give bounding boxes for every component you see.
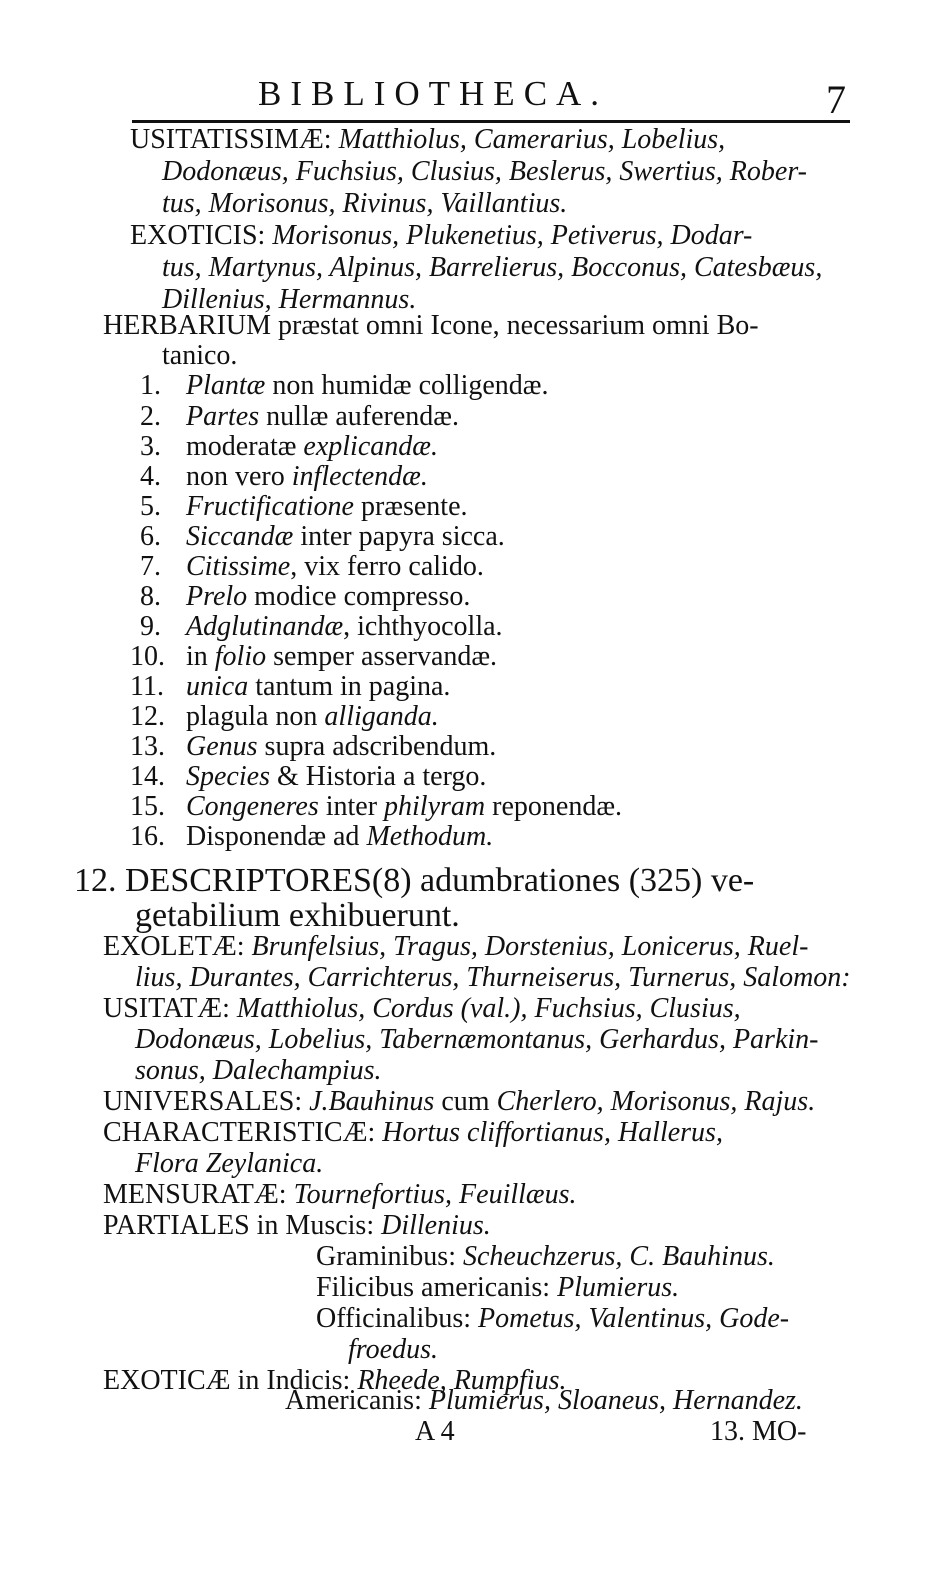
section-12-line-1	[74, 862, 754, 900]
rule-text: moderatæ	[186, 431, 304, 462]
rule-item	[140, 461, 428, 493]
catchword: 13. MO-	[710, 1416, 807, 1447]
herbarium-line-2	[162, 340, 237, 372]
rule-item	[140, 491, 468, 523]
characteristicae-names: Hortus cliffortianus, Hallerus,	[382, 1117, 723, 1148]
usitatae-label: USITATÆ:	[103, 993, 230, 1024]
usitatae-names: Matthiolus, Cordus (val.), Fuchsius, Clusius,	[236, 993, 741, 1024]
partiales-sub-label: Filicibus americanis:	[316, 1272, 558, 1303]
characteristicae-line-2	[135, 1148, 323, 1180]
characteristicae-line-1	[103, 1117, 723, 1149]
usitatissimae-line-1	[130, 124, 725, 156]
usitatissimae-names-2: Dodonæus, Fuchsius, Clusius, Beslerus, Swertius, Rober-	[162, 156, 807, 187]
running-title: BIBLIOTHECA.	[258, 74, 609, 113]
partiales-names: Dillenius.	[381, 1210, 491, 1241]
section-text: (8) adumbrationes (325) ve-	[371, 862, 755, 899]
rule-item	[130, 761, 486, 793]
herbarium-text-2: tanico.	[162, 340, 238, 371]
rule-item	[140, 370, 548, 402]
rule-italic: Congeneres	[186, 791, 319, 822]
universales-text: cum	[434, 1086, 497, 1117]
exoticis-line-1	[130, 220, 752, 252]
mensuratae-label: MENSURATÆ:	[103, 1179, 287, 1210]
rule-number: 11.	[130, 671, 164, 702]
characteristicae-label: CHARACTERISTICÆ:	[103, 1117, 376, 1148]
rule-number: 13.	[130, 731, 165, 762]
exoticis-names-2: tus, Martynus, Alpinus, Barrelierus, Bocconus, Catesbæus,	[162, 252, 823, 283]
rule-text: nullæ auferendæ.	[259, 401, 459, 432]
header-rule	[132, 120, 850, 123]
exoticis-line-2	[162, 252, 822, 284]
partiales-officinalibus	[316, 1303, 789, 1335]
exoticae-text: in Indicis:	[230, 1365, 358, 1396]
usitatissimae-line-2	[162, 156, 807, 188]
exoticae-sub-label: Americanis:	[285, 1385, 429, 1416]
universales-names-2: Cherlero, Morisonus, Rajus.	[496, 1086, 816, 1117]
rule-item	[130, 821, 493, 853]
universales-line	[103, 1086, 815, 1118]
section-number: 12.	[74, 862, 117, 899]
usitatissimae-names-3: tus, Morisonus, Rivinus, Vaillantius.	[162, 188, 568, 219]
partiales-sub-names: Scheuchzerus, C. Bauhinus.	[463, 1241, 775, 1272]
rule-item	[140, 521, 505, 553]
rule-text: , ichthyocolla.	[343, 611, 503, 642]
rule-text: reponendæ.	[485, 791, 622, 822]
partiales-text: in Muscis:	[249, 1210, 382, 1241]
rule-text: non humidæ colligendæ.	[265, 370, 549, 401]
rule-italic: unica	[186, 671, 249, 702]
rule-text: plagula non	[186, 701, 325, 732]
partiales-filicibus	[316, 1272, 679, 1304]
exoletae-label: EXOLETÆ:	[103, 931, 245, 962]
signature-mark: A 4	[415, 1416, 455, 1447]
section-12-line-2	[135, 897, 460, 935]
rule-text: tantum in pagina.	[248, 671, 451, 702]
rule-item	[130, 701, 439, 733]
section-heading: DESCRIPTORES	[125, 862, 372, 899]
exoticae-americanis	[285, 1385, 803, 1417]
herbarium-line-1	[103, 310, 759, 342]
exoticae-names: Rheede, Rumpfius.	[357, 1365, 567, 1396]
rule-italic: philyram	[384, 791, 486, 822]
rule-item	[140, 431, 438, 463]
rule-number: 10.	[130, 641, 165, 672]
rule-italic: Genus	[186, 731, 258, 762]
rule-italic: Siccandæ	[186, 521, 294, 552]
rule-number: 14.	[130, 761, 165, 792]
rule-text: inter	[318, 791, 385, 822]
rule-text: in	[186, 641, 215, 672]
rule-italic: alliganda.	[324, 701, 439, 732]
rule-number: 1.	[140, 370, 161, 401]
partiales-sub-names: Pometus, Valentinus, Gode-	[478, 1303, 790, 1334]
universales-label: UNIVERSALES:	[103, 1086, 303, 1117]
characteristicae-names-2: Flora Zeylanica.	[135, 1148, 324, 1179]
rule-number: 5.	[140, 491, 161, 522]
partiales-sub-names-2: froedus.	[348, 1334, 438, 1365]
rule-italic: Partes	[186, 401, 260, 432]
rule-text: Disponendæ ad	[186, 821, 367, 852]
partiales-sub-label: Graminibus:	[316, 1241, 463, 1272]
exoticis-names-3: Dillenius, Hermannus.	[162, 284, 417, 315]
rule-italic: Plantæ	[186, 370, 266, 401]
exoletae-line-1	[103, 931, 808, 963]
exoletae-line-2	[135, 962, 851, 994]
page-number: 7	[826, 77, 846, 122]
rule-text: , vix ferro calido.	[290, 551, 484, 582]
rule-text: inter papyra sicca.	[293, 521, 505, 552]
rule-text: præsente.	[353, 491, 468, 522]
universales-names: J.Bauhinus	[309, 1086, 435, 1117]
exoletae-names: Brunfelsius, Tragus, Dorstenius, Lonicerus, Ruel-	[251, 931, 809, 962]
rule-italic: Species	[186, 761, 270, 792]
rule-number: 8.	[140, 581, 161, 612]
partiales-sub-names: Plumierus.	[557, 1272, 680, 1303]
exoticis-names: Morisonus, Plukenetius, Petiverus, Dodar-	[272, 220, 753, 251]
partiales-officinalibus-2	[348, 1334, 438, 1366]
rule-text: semper asservandæ.	[266, 641, 498, 672]
rule-text: modice compresso.	[247, 581, 471, 612]
rule-item	[140, 611, 503, 643]
rule-item	[130, 731, 496, 763]
exoticis-label: EXOTICIS:	[130, 220, 266, 251]
usitatae-line-1	[103, 993, 741, 1025]
section-text-2: getabilium exhibuerunt.	[135, 897, 460, 934]
rule-italic: folio	[214, 641, 267, 672]
usitatae-line-3	[135, 1055, 382, 1087]
rule-item	[140, 581, 470, 613]
rule-italic: Methodum.	[366, 821, 494, 852]
rule-number: 9.	[140, 611, 161, 642]
rule-item	[130, 791, 622, 823]
exoletae-names-2: lius, Durantes, Carrichterus, Thurneiserus, Turnerus, Salomon:	[135, 962, 851, 993]
herbarium-label: HERBARIUM	[103, 310, 272, 341]
mensuratae-line	[103, 1179, 577, 1211]
usitatae-names-3: sonus, Dalechampius.	[135, 1055, 382, 1086]
rule-number: 16.	[130, 821, 165, 852]
rule-number: 2.	[140, 401, 161, 432]
usitatissimae-label: USITATISSIMÆ:	[130, 124, 332, 155]
rule-italic: explicandæ.	[303, 431, 438, 462]
rule-number: 3.	[140, 431, 161, 462]
usitatissimae-line-3	[162, 188, 567, 220]
rule-italic: Prelo	[186, 581, 248, 612]
rule-number: 4.	[140, 461, 161, 492]
partiales-label: PARTIALES	[103, 1210, 250, 1241]
rule-number: 12.	[130, 701, 165, 732]
rule-item	[130, 671, 450, 703]
rule-number: 15.	[130, 791, 165, 822]
rule-italic: Adglutinandæ	[186, 611, 344, 642]
rule-text: supra adscribendum.	[257, 731, 497, 762]
rule-italic: inflectendæ.	[291, 461, 428, 492]
usitatissimae-names: Matthiolus, Camerarius, Lobelius,	[338, 124, 726, 155]
rule-italic: Fructificatione	[186, 491, 354, 522]
partiales-graminibus	[316, 1241, 775, 1273]
exoticae-label: EXOTICÆ	[103, 1365, 231, 1396]
mensuratae-names: Tournefortius, Feuillæus.	[293, 1179, 577, 1210]
rule-text: & Historia a tergo.	[269, 761, 487, 792]
usitatae-line-2	[135, 1024, 818, 1056]
rule-number: 7.	[140, 551, 161, 582]
rule-text: non vero	[186, 461, 292, 492]
rule-item	[130, 641, 497, 673]
partiales-line	[103, 1210, 491, 1242]
usitatae-names-2: Dodonæus, Lobelius, Tabernæmontanus, Gerhardus, Parkin-	[135, 1024, 819, 1055]
exoticae-sub-names: Plumierus, Sloaneus, Hernandez.	[428, 1385, 803, 1416]
rule-italic: Citissime	[186, 551, 291, 582]
rule-item	[140, 551, 484, 583]
partiales-sub-label: Officinalibus:	[316, 1303, 479, 1334]
rule-item	[140, 401, 459, 433]
rule-number: 6.	[140, 521, 161, 552]
herbarium-text: præstat omni Icone, necessarium omni Bo-	[278, 310, 759, 341]
